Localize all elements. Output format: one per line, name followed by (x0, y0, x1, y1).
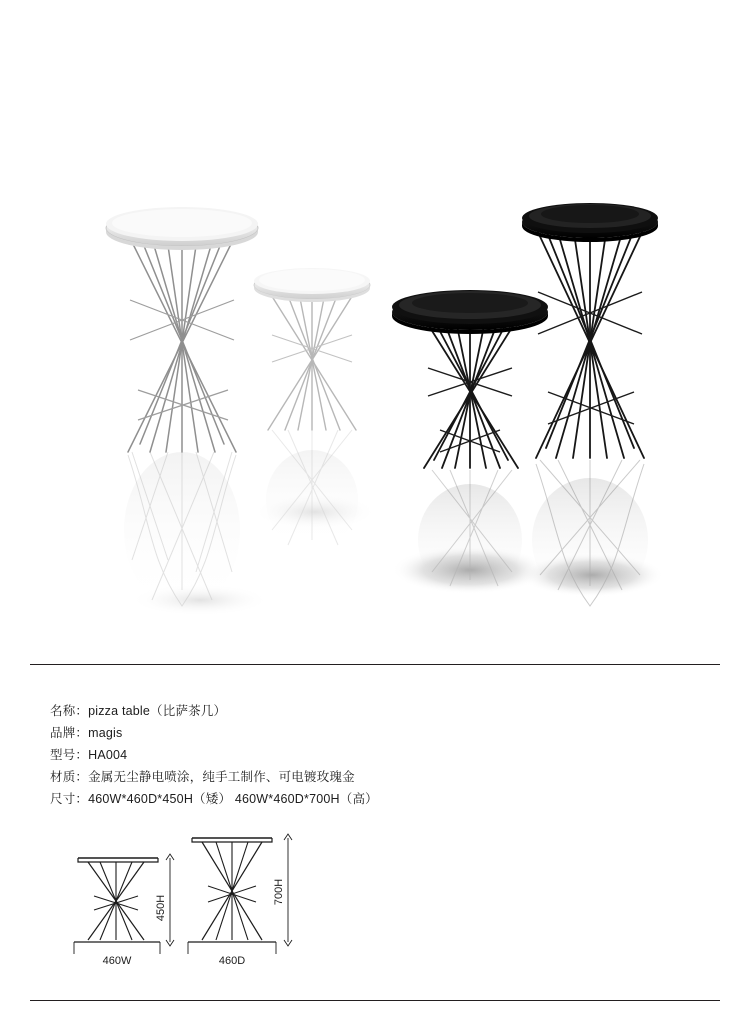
spec-list (50, 700, 700, 810)
spec-brand: 品牌：magis (50, 726, 123, 740)
divider-top (30, 664, 720, 665)
dimension-tall-height-line (284, 834, 292, 946)
dimension-short-width-line (74, 942, 160, 954)
dimension-drawing (60, 830, 360, 980)
spec-model: 型号：HA004 (50, 748, 128, 762)
dimension-short-height-line (166, 854, 174, 946)
dimension-tall-width-line (188, 942, 276, 954)
dimension-tall-width-label: 460D (218, 955, 246, 967)
spec-material: 材质：金属无尘静电喷涂，纯手工制作、可电镀玫瑰金 (50, 770, 355, 784)
spec-size: 尺寸：460W*460D*450H（矮） 460W*460D*700H（高） (50, 792, 378, 806)
divider-bottom (30, 1000, 720, 1001)
dimension-short-width-label: 460W (102, 955, 132, 967)
dimension-short-table (74, 858, 160, 942)
dimension-tall-height-label: 700H (273, 878, 285, 906)
spec-name: 名称：pizza table（比萨茶几） (50, 704, 227, 718)
dimension-tall-table (188, 838, 276, 942)
dimension-short-height-label: 450H (155, 894, 167, 922)
